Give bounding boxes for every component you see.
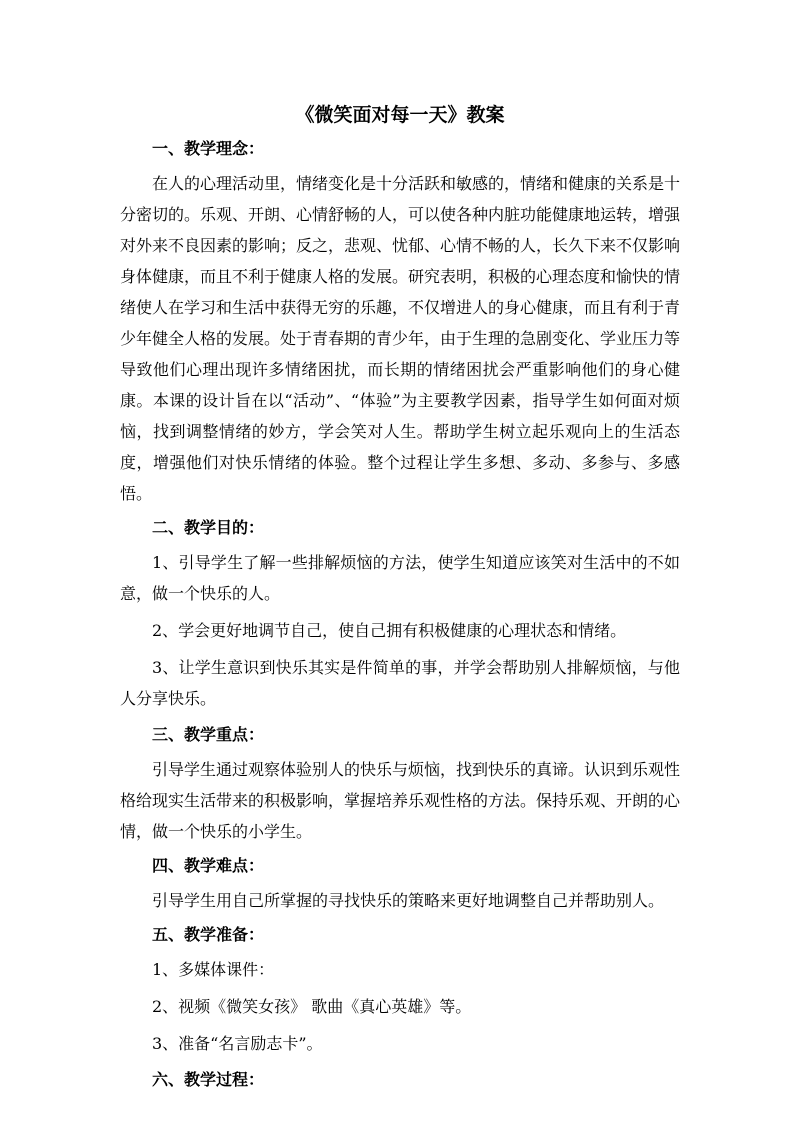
objective-item: 2、学会更好地调节自己，使自己拥有积极健康的心理状态和情绪。	[152, 621, 627, 640]
section-heading-difficulties: 四、教学难点：	[152, 856, 265, 875]
section-heading-philosophy: 一、教学理念：	[152, 139, 265, 158]
preparation-item: 1、多媒体课件：	[152, 960, 275, 979]
document-body	[120, 100, 680, 1099]
section-paragraph-difficulties: 引导学生用自己所掌握的寻找快乐的策略来更好地调整自己并帮助别人。	[152, 891, 665, 910]
section-heading-key-points: 三、教学重点：	[152, 725, 265, 744]
section-heading-process: 六、教学过程：	[152, 1070, 265, 1089]
objective-item: 3、让学生意识到快乐其实是件简单的事，并学会帮助别人排解烦恼，与他人分享快乐。	[120, 658, 680, 708]
section-heading-objectives: 二、教学目的：	[152, 518, 265, 537]
document-title: 《微笑面对每一天》教案	[295, 104, 505, 126]
section-paragraph-philosophy: 在人的心理活动里，情绪变化是十分活跃和敏感的，情绪和健康的关系是十分密切的。乐观、开朗、心情舒畅的人，可以使各种内脏功能健康地运转，增强对外来不良因素的影响；反之，悲观、忧郁、心情不畅的人，长久下来不仅影响身体健康，而且不利于健康人格的发展。研究表明，积极的心理态度和愉快的情绪使人在学习和生活中获得无穷的乐趣，不仅增进人的身心健康，而且有利于青少年健全人格的发展。处于青春期的青少年，由于生理的急剧变化、学业压力等导致他们心理出现许多情绪困扰，而长期的情绪困扰会严重影响他们的身心健康。本课的设计旨在以“活动”、“体验”为主要教学因素，指导学生如何面对烦恼，找到调整情绪的妙方，学会笑对人生。帮助学生树立起乐观向上的生活态度，增强他们对快乐情绪的体验。整个过程让学生多想、多动、多参与、多感悟。	[120, 174, 681, 503]
section-heading-preparation: 五、教学准备：	[152, 925, 265, 944]
preparation-item: 2、视频《微笑女孩》 歌曲《真心英雄》等。	[152, 997, 472, 1016]
objective-item: 1、引导学生了解一些排解烦恼的方法，使学生知道应该笑对生活中的不如意，做一个快乐的人。	[120, 553, 680, 603]
section-paragraph-key-points: 引导学生通过观察体验别人的快乐与烦恼，找到快乐的真谛。认识到乐观性格给现实生活带来的积极影响，掌握培养乐观性格的方法。保持乐观、开朗的心情，做一个快乐的小学生。	[120, 760, 681, 841]
preparation-item: 3、准备“名言励志卡”。	[152, 1034, 323, 1053]
